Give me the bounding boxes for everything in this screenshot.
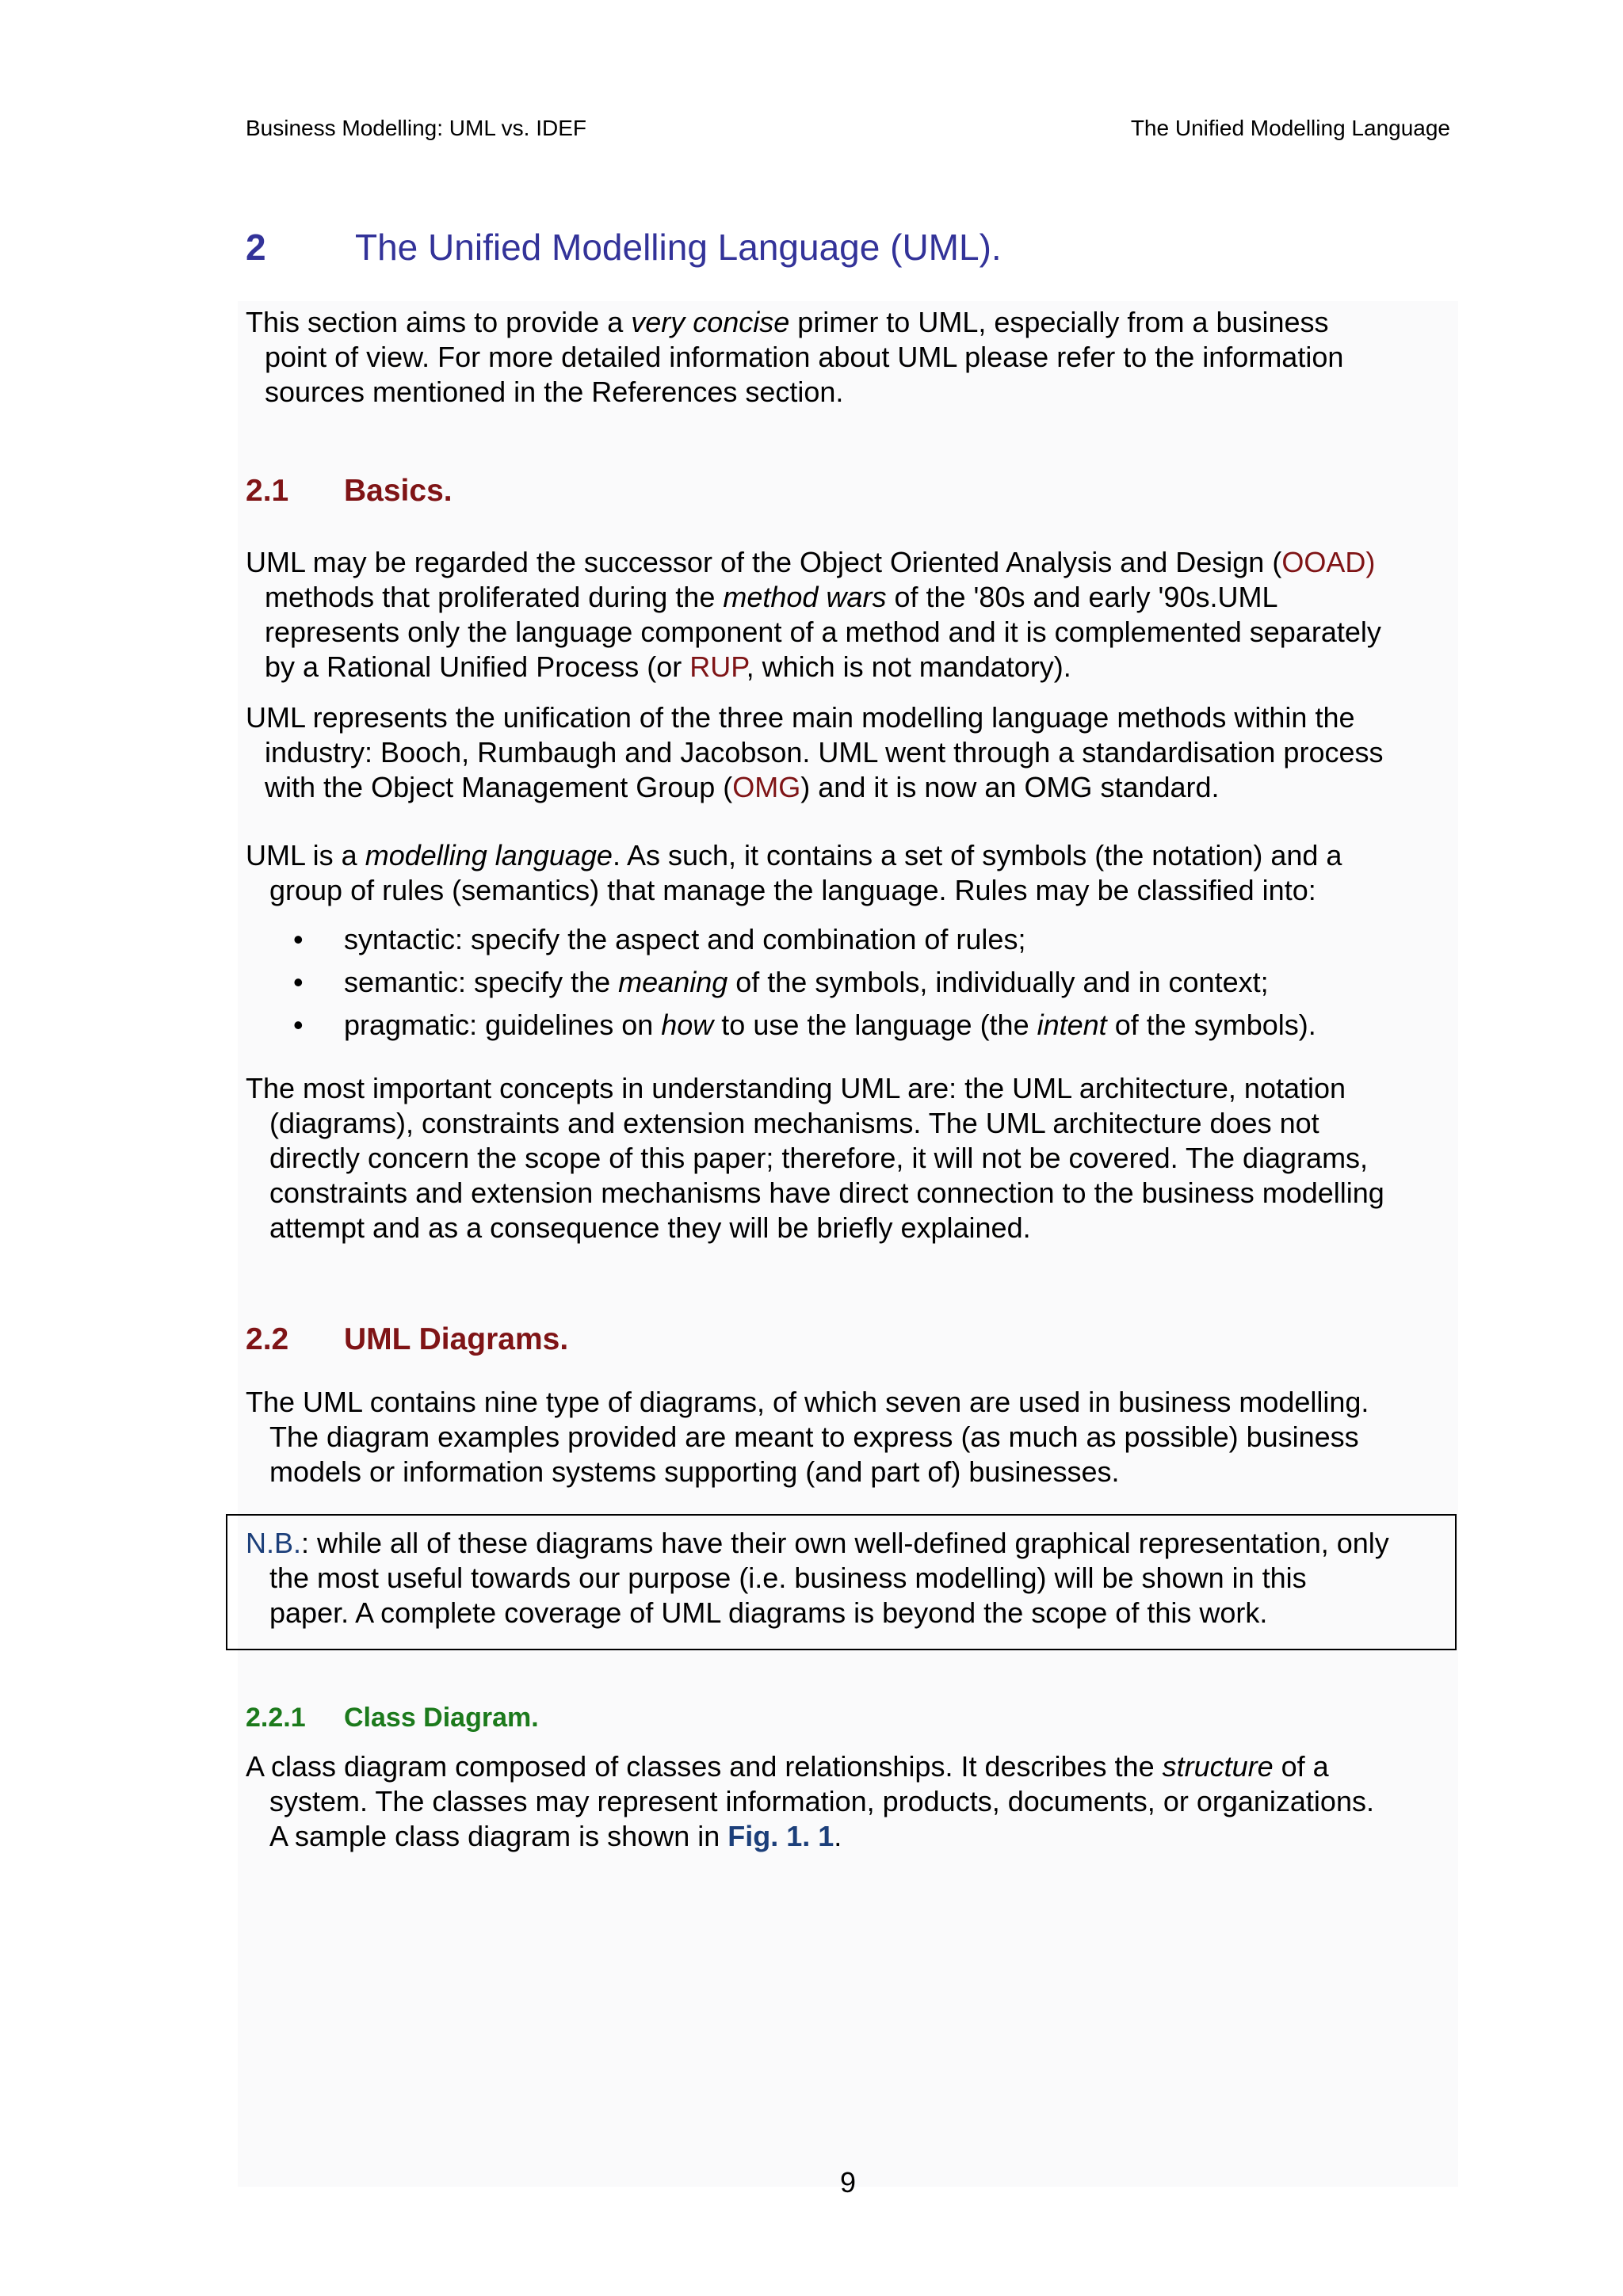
document-page: Business Modelling: UML vs. IDEF The Unified Modelling Language 2 The Unified Modelling Language (UML). This section aims to provide a very concise primer to UML, especially from a business point of view. For more detailed information about UML please refer to the information sources mentioned in the References section. 2.1 Basics. UML may be regarded the successor of the Object Oriented Analysis and Design (OOAD) methods that proliferated during the method wars of the '80s and early '90s.UML represents only the language component of a method and it is complemented separately by a Rational Unified Process (or RUP, which is not mandatory). UML represents the unification of the three main modelling language methods within the industry: Booch, Rumbaugh and Jacobson. UML went through a standardisation process with the Object Management Group (OMG) and it is now an OMG standard. UML is a modelling language. As such, it contains a set of symbols (the notation) and a group of rules (semantics) that manage the language. Rules may be classified into: • syntactic: specify the aspect and combination of rules; • semantic: specify the meaning of the symbols, individually and in context; • pragmatic: guidelines on how to use the language (the intent of the symbols). The most important concepts in understanding UML are: the UML architecture, notation (diagrams), constraints and extension mechanisms. The UML architecture does not directly concern the scope of this paper; therefore, it will not be covered. The diagrams, constraints and extension mechanisms have direct connection to the business modelling attempt and as a consequence they will be briefly explained. 2.2 UML Diagrams. The UML contains nine type of diagrams, of which seven are used in business modelling. The diagram examples provided are meant to express (as much as possible) business models or information systems supporting (and part of) businesses. N.B.: while all of these diagrams have their own well-defined graphical representation, only the most useful towards our purpose (i.e. business modelling) will be shown in this paper. A complete coverage of UML diagrams is beyond the scope of this work. 2.2.1 Class Diagram. A class diagram composed of classes and relationships. It describes the structure of a system. The classes may represent information, products, documents, or organizations. A sample class diagram is shown in Fig. 1. 1. 9 xyxy=(0,0,1623,2296)
section-title: The Unified Modelling Language (UML). xyxy=(355,227,1002,268)
rup-link: RUP xyxy=(689,650,747,683)
subsubsection-heading-class-diagram: 2.2.1 Class Diagram. xyxy=(246,1703,539,1733)
section-number: 2 xyxy=(246,227,266,268)
subsection-heading-basics: 2.1 Basics. xyxy=(246,474,453,508)
basics-paragraph-1: UML may be regarded the successor of the Object Oriented Analysis and Design (OOAD) methods that proliferated during the method wars of the '80s and early '90s.UML represents only the language component of a method and it is complemented separately by a Rational Unified Process (or RUP, which is not mandatory). xyxy=(246,546,1381,683)
bullet-icon: • xyxy=(293,923,304,955)
ooad-link: OOAD) xyxy=(1281,546,1376,578)
intro-paragraph: This section aims to provide a very concise primer to UML, especially from a business point of view. For more detailed information about UML please refer to the information sources mentioned in the References section. xyxy=(246,306,1344,408)
nb-label: N.B. xyxy=(246,1527,302,1559)
note-text: N.B.: while all of these diagrams have their own well-defined graphical representation, only the most useful towards our purpose (i.e. business modelling) will be shown in this paper. A complete coverage of UML diagrams is beyond the scope of this work. xyxy=(246,1527,1389,1629)
omg-link: OMG xyxy=(732,771,801,803)
running-header-right: The Unified Modelling Language xyxy=(1130,116,1450,140)
subsection-heading-uml-diagrams: 2.2 UML Diagrams. xyxy=(246,1322,569,1356)
running-header-left: Business Modelling: UML vs. IDEF xyxy=(246,116,586,140)
basics-paragraph-4: The most important concepts in understanding UML are: the UML architecture, notation (diagrams), constraints and extension mechanisms. The UML architecture does not directly concern the scope of this paper; therefore, it will not be covered. The diagrams, constraints and extension mechanisms have direct connection to the business modelling attempt and as a consequence they will be briefly explained. xyxy=(246,1072,1384,1244)
bullet-icon: • xyxy=(293,966,304,998)
page-number: 9 xyxy=(839,2166,857,2199)
basics-paragraph-3: UML is a modelling language. As such, it contains a set of symbols (the notation) and a group of rules (semantics) that manage the language. Rules may be classified into: xyxy=(246,839,1342,906)
diagrams-paragraph: The UML contains nine type of diagrams, of which seven are used in business modelling. The diagram examples provided are meant to express (as much as possible) business models or information systems supporting (and part of) businesses. xyxy=(246,1386,1369,1488)
bullet-icon: • xyxy=(293,1009,304,1041)
section-heading xyxy=(246,226,1002,269)
emphasis: very concise xyxy=(631,306,790,338)
class-diagram-paragraph: A class diagram composed of classes and relationships. It describes the structure of a system. The classes may represent information, products, documents, or organizations. A sample class diagram is shown in Fig. 1. 1. xyxy=(246,1750,1374,1852)
basics-paragraph-2: UML represents the unification of the three main modelling language methods within the industry: Booch, Rumbaugh and Jacobson. UML went through a standardisation process with the Object Management Group (OMG) and it is now an OMG standard. xyxy=(246,701,1384,803)
figure-reference-link[interactable]: Fig. 1. 1 xyxy=(727,1820,834,1852)
